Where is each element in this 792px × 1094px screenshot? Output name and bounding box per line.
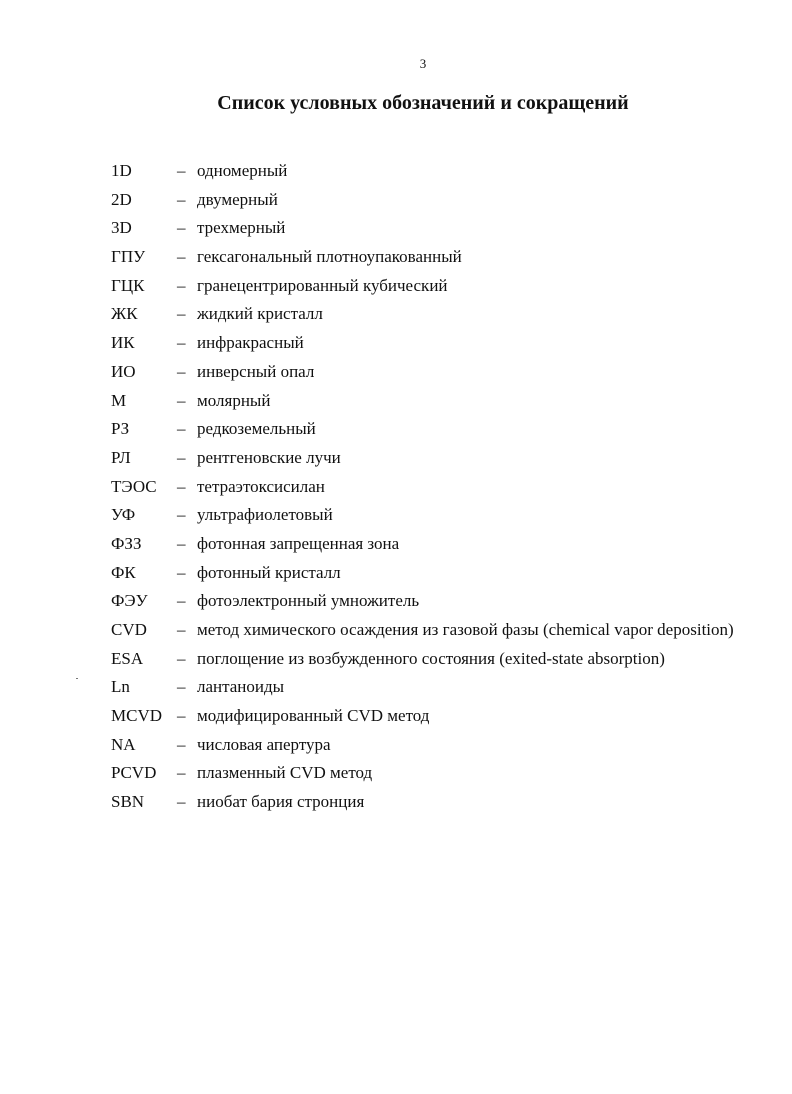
- abbreviation-row: [111, 705, 751, 726]
- abbreviation-dash: –: [177, 304, 186, 324]
- abbreviation-row: [111, 762, 751, 783]
- abbreviation-row: [111, 275, 751, 296]
- abbreviation-definition: ниобат бария стронция: [197, 792, 365, 812]
- abbreviation-definition: фотонный кристалл: [197, 562, 341, 582]
- abbreviation-term: РЗ: [111, 419, 130, 439]
- abbreviation-dash: –: [177, 620, 186, 639]
- abbreviation-row: [111, 734, 751, 755]
- abbreviation-row: [111, 160, 751, 181]
- abbreviation-dash: –: [177, 591, 186, 611]
- abbreviation-dash: –: [177, 505, 186, 525]
- abbreviation-definition: рентгеновские лучи: [197, 447, 341, 467]
- abbreviation-definition: трехмерный: [197, 218, 286, 238]
- page-number: 3: [419, 56, 427, 71]
- abbreviation-dash: –: [177, 333, 186, 353]
- abbreviation-row: [111, 648, 751, 669]
- abbreviation-definition: тетраэтоксисилан: [197, 476, 325, 496]
- scan-speck: [76, 678, 78, 679]
- abbreviation-definition: гексагональный плотноупакованный: [197, 247, 462, 267]
- abbreviation-definition: жидкий кристалл: [197, 304, 323, 324]
- abbreviation-row: [111, 217, 751, 238]
- abbreviation-term: ФЗЗ: [111, 533, 142, 553]
- abbreviation-row: [111, 619, 751, 640]
- abbreviation-definition: метод химического осаждения из газовой фазы (chemical vapor deposition): [197, 620, 734, 639]
- abbreviation-term: УФ: [111, 505, 136, 525]
- abbreviation-term: ЖК: [111, 304, 138, 324]
- abbreviation-row: [111, 562, 751, 583]
- abbreviation-row: [111, 246, 751, 267]
- abbreviation-dash: –: [177, 247, 186, 267]
- abbreviation-row: [111, 332, 751, 353]
- abbreviation-row: [111, 447, 751, 468]
- abbreviation-definition: двумерный: [197, 189, 278, 209]
- abbreviation-row: [111, 590, 751, 611]
- abbreviation-term: NA: [111, 734, 136, 754]
- page-title: Список условных обозначений и сокращений: [217, 92, 629, 114]
- abbreviation-definition: инверсный опал: [197, 361, 315, 381]
- abbreviation-row: [111, 476, 751, 497]
- abbreviation-dash: –: [177, 361, 186, 381]
- abbreviation-term: CVD: [111, 620, 147, 639]
- abbreviation-term: ФЭУ: [111, 591, 148, 611]
- abbreviation-row: [111, 418, 751, 439]
- abbreviation-term: ИК: [111, 333, 135, 353]
- abbreviation-definition: модифицированный CVD метод: [197, 706, 430, 726]
- abbreviation-dash: –: [177, 533, 186, 553]
- abbreviation-list: [111, 160, 751, 820]
- abbreviation-term: Ln: [111, 677, 130, 697]
- abbreviation-row: [111, 189, 751, 210]
- abbreviation-dash: –: [177, 275, 186, 295]
- abbreviation-term: MCVD: [111, 706, 163, 726]
- abbreviation-definition: ультрафиолетовый: [197, 505, 333, 525]
- abbreviation-dash: –: [177, 706, 186, 726]
- abbreviation-dash: –: [177, 189, 186, 209]
- abbreviation-row: [111, 361, 751, 382]
- abbreviation-definition: инфракрасный: [197, 333, 304, 353]
- abbreviation-definition: одномерный: [197, 161, 288, 180]
- abbreviation-dash: –: [177, 390, 186, 410]
- abbreviation-term: 2D: [111, 189, 132, 209]
- abbreviation-definition: фотонная запрещенная зона: [197, 533, 400, 553]
- abbreviation-term: ГЦК: [111, 275, 145, 295]
- abbreviation-dash: –: [177, 476, 186, 496]
- abbreviation-definition: фотоэлектронный умножитель: [197, 591, 420, 611]
- abbreviation-dash: –: [177, 734, 186, 754]
- abbreviation-dash: –: [177, 792, 186, 812]
- abbreviation-row: [111, 676, 751, 697]
- abbreviation-term: 3D: [111, 218, 132, 238]
- abbreviation-definition: поглощение из возбужденного состояния (exited-state absorption): [197, 648, 665, 668]
- abbreviation-dash: –: [177, 763, 186, 783]
- abbreviation-definition: лантаноиды: [197, 677, 285, 697]
- abbreviation-term: ТЭОС: [111, 476, 157, 496]
- abbreviation-term: М: [111, 390, 127, 410]
- abbreviation-term: ГПУ: [111, 247, 146, 267]
- abbreviation-term: ФК: [111, 562, 136, 582]
- abbreviation-row: [111, 533, 751, 554]
- abbreviation-row: [111, 390, 751, 411]
- abbreviation-dash: –: [177, 419, 186, 439]
- abbreviation-definition: гранецентрированный кубический: [197, 275, 448, 295]
- abbreviation-dash: –: [177, 447, 186, 467]
- abbreviation-row: [111, 791, 751, 812]
- abbreviation-definition: редкоземельный: [197, 419, 316, 439]
- abbreviation-row: [111, 504, 751, 525]
- abbreviation-row: [111, 303, 751, 324]
- abbreviation-term: ИО: [111, 361, 136, 381]
- abbreviation-dash: –: [177, 648, 186, 668]
- abbreviation-definition: плазменный CVD метод: [197, 763, 373, 783]
- abbreviation-dash: –: [177, 161, 186, 180]
- abbreviation-dash: –: [177, 218, 186, 238]
- abbreviation-term: 1D: [111, 161, 132, 180]
- abbreviation-term: ESA: [111, 648, 144, 668]
- abbreviation-definition: молярный: [197, 390, 271, 410]
- abbreviation-term: SBN: [111, 792, 145, 812]
- abbreviation-term: PCVD: [111, 763, 157, 783]
- abbreviation-term: РЛ: [111, 447, 131, 467]
- abbreviation-dash: –: [177, 677, 186, 697]
- abbreviation-definition: числовая апертура: [197, 734, 331, 754]
- abbreviation-dash: –: [177, 562, 186, 582]
